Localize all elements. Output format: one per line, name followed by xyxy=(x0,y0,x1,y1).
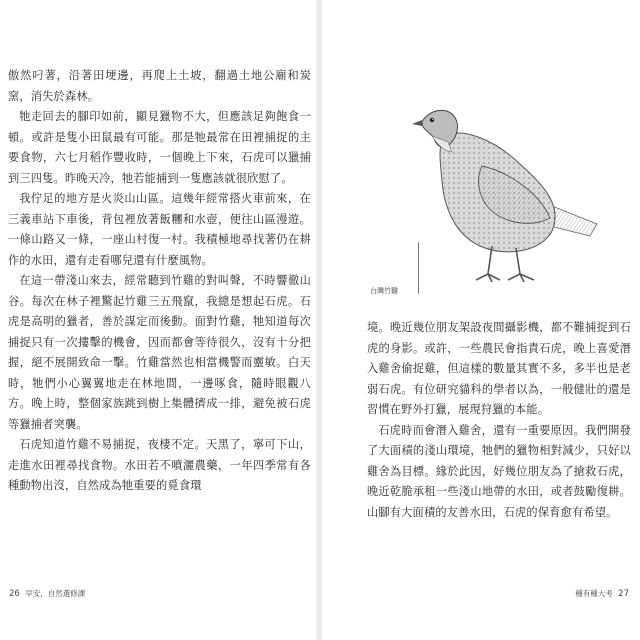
running-title: 種有種大考 xyxy=(575,589,613,598)
right-footer xyxy=(575,588,632,599)
page-number: 26 xyxy=(9,589,20,599)
right-page xyxy=(322,0,640,640)
paragraph: 石虎時而會潛入雞舍，還有一重要原因。我們開發了大面積的淺山環境，牠們的獵物相對減少，只好以雞舍為目標。緣於此因，好幾位朋友為了搶救石虎，晚近乾脆承租一些淺山地帶的水田，或者鼓勵復耕。山腳有大面積的友善水田，石虎的保育愈有希望。 xyxy=(367,423,631,519)
running-title: 早安，自然選修課 xyxy=(25,589,86,598)
left-footer xyxy=(6,588,85,599)
paragraph: 境。晚近幾位朋友架設夜間攝影機，都不難捕捉到石虎的身影。或許，一些農民會指責石虎，晚上喜愛潛入雞舍偷捉雞，但這樣的數量其實不多，多半也是老弱石虎。有位研究貓科的學者以為，一般健壯的還是習慣在野外打獵，展現狩獵的本能。 xyxy=(367,321,631,416)
caption-leader-line xyxy=(418,242,419,294)
paragraph: 牠走回去的腳印如前，顯見獵物不大，但應該足夠飽食一頓。或許是隻小田鼠最有可能。那是牠最常在田裡捕捉的主要食物，六七月稻作豐收時，一個晚上下來，石虎可以獵捕到三四隻。昨晚天冷，牠若能捕到一隻應該就很欣慰了。 xyxy=(8,110,311,185)
left-page xyxy=(0,0,318,640)
left-body-text xyxy=(8,66,311,497)
paragraph: 在這一帶淺山來去，經常聽到竹雞的對叫聲，不時響徹山谷。每次在林子裡驚起竹雞三五飛竄，我總是想起石虎。石虎是高明的獵者，善於謀定而後動。面對竹雞，牠知道每次捕捉只有一次摟擊的機會，因而都會等待很久，沒有十分把握，絕不展開致命一擊。竹雞當然也相當機警而靈敏。白天時，牠們小心翼翼地走在林地間，一邊啄食，隨時眼觀八方。晚上時，整個家族跳到樹上集體擠成一排，避免被石虎等獵捕者突襲。 xyxy=(8,274,311,431)
right-body-text xyxy=(367,318,631,523)
illustration-caption: 台灣竹雞 xyxy=(370,287,398,295)
bird-drawing xyxy=(392,96,612,296)
bamboo-partridge-illustration xyxy=(392,96,612,296)
paragraph: 我佇足的地方是火炎山山區。這幾年經常搭火車前來，在三義車站下車後，背包裡放著飯糰和水壺，便往山區漫遊。一條山路又一條，一座山村復一村。我積極地尋找著仍在耕作的水田，還有走看哪兒還有什麼風物。 xyxy=(8,192,311,267)
paragraph: 傲然叼著，沿著田埂邊，再爬上土坡，翻過土地公廟和炭窯，消失於森林。 xyxy=(8,69,311,103)
paragraph: 石虎知道竹雞不易捕捉，夜棲不定。天黑了，寧可下山，走進水田裡尋找食物。水田若不噴灑農藥，一年四季常有各種動物出沒，自然成為牠重要的覓食環 xyxy=(8,438,311,492)
page-number: 27 xyxy=(618,589,629,599)
